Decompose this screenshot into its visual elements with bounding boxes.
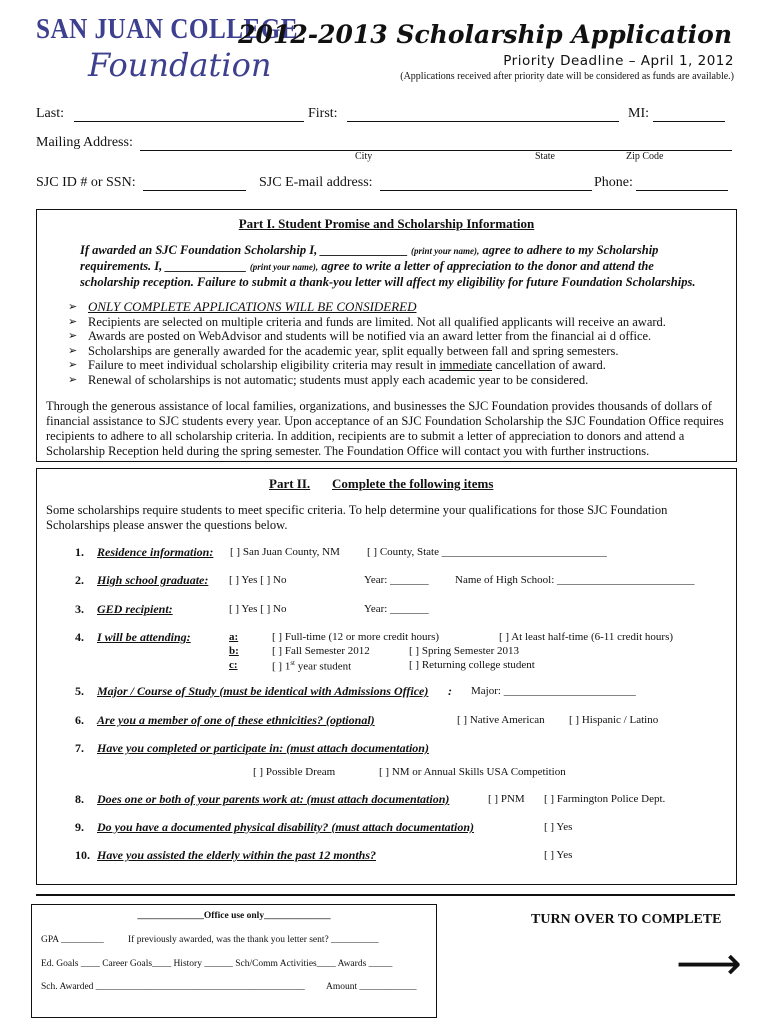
question-text: Residence information: <box>97 545 214 559</box>
promise-text: requirements. I, _____________ <box>80 259 247 273</box>
state-caption: State <box>535 151 555 162</box>
hispanic-latino-checkbox[interactable]: [ ] Hispanic / Latino <box>569 714 659 726</box>
print-name-hint: (print your name), <box>249 262 319 272</box>
deadline-note: (Applications received after priority date will be considered as funds are available.) <box>400 71 734 82</box>
promise-text: If awarded an SJC Foundation Scholarship I, ______________ <box>80 243 408 257</box>
gpa-field[interactable]: GPA _________ <box>41 935 104 945</box>
question-number: 7. <box>75 741 84 755</box>
ged-yes-no-checkbox[interactable]: [ ] Yes [ ] No <box>229 603 287 615</box>
mi-field <box>628 106 725 122</box>
question-number: 4. <box>75 630 84 644</box>
question-colon: : <box>448 684 452 698</box>
list-item <box>68 300 728 315</box>
high-school-yes-no-checkbox[interactable]: [ ] Yes [ ] No <box>229 574 287 586</box>
question-text: I will be attending: <box>97 630 191 644</box>
first-year-text: [ ] 1 <box>272 660 291 673</box>
question-number: 2. <box>75 573 84 587</box>
first-year-text: year student <box>295 660 352 673</box>
office-use-box <box>31 904 437 1018</box>
high-school-year-field[interactable]: Year: _______ <box>364 574 429 586</box>
question-text: Does one or both of your parents work at: (must attach documentation) <box>97 792 450 806</box>
fall-semester-checkbox[interactable]: [ ] Fall Semester 2012 <box>272 645 370 657</box>
question-text: Do you have a documented physical disability? (must attach documentation) <box>97 820 474 834</box>
question-text: Are you a member of one of these ethnicities? (optional) <box>97 713 375 727</box>
list-item: ➢ Renewal of scholarships is not automatic; students must apply each academic year to be considered. <box>68 373 728 388</box>
ordinal-suffix: st <box>290 659 295 667</box>
mailing-address-input[interactable] <box>140 137 732 151</box>
promise-text: agree to write a letter of appreciation to the donor and attend the <box>321 259 654 273</box>
part-2-label: Part II. <box>269 476 311 491</box>
priority-deadline: Priority Deadline – April 1, 2012 <box>503 53 734 69</box>
student-promise <box>80 243 730 290</box>
farmington-police-checkbox[interactable]: [ ] Farmington Police Dept. <box>544 793 666 805</box>
question-number: 3. <box>75 602 84 616</box>
bullet-emphasis: ONLY COMPLETE APPLICATIONS WILL BE CONSIDERED <box>88 299 417 314</box>
elderly-assist-yes-checkbox[interactable]: [ ] Yes <box>544 849 573 861</box>
mi-label: MI: <box>628 106 649 121</box>
zip-caption: Zip Code <box>626 151 664 162</box>
list-item: ➢ Recipients are selected on multiple criteria and funds are limited. Not all qualified applicants will receive an award. <box>68 315 728 330</box>
option-label-b: b: <box>229 645 239 657</box>
returning-student-checkbox[interactable]: [ ] Returning college student <box>409 659 535 671</box>
question-text: Have you completed or participate in: (must attach documentation) <box>97 741 429 755</box>
bullet-text: Failure to meet individual scholarship eligibility criteria may result in <box>88 358 440 372</box>
thank-you-letter-field[interactable]: If previously awarded, was the thank you letter sent? __________ <box>128 935 379 945</box>
promise-line-3: scholarship reception. Failure to submit a thank-you letter will affect my eligibility for future Foundation Scholarships. <box>80 275 696 289</box>
part-2-intro: Some scholarships require students to meet specific criteria. To help determine your qualifications for those SJC Foundation Scholarships please answer the questions below. <box>46 503 668 532</box>
ged-year-field[interactable]: Year: _______ <box>364 603 429 615</box>
mi-input[interactable] <box>653 108 725 122</box>
question-number: 10. <box>75 848 90 862</box>
disability-yes-checkbox[interactable]: [ ] Yes <box>544 821 573 833</box>
bullet-underlined: immediate <box>439 358 493 372</box>
question-text: Have you assisted the elderly within the past 12 months? <box>97 848 377 862</box>
first-year-checkbox[interactable] <box>272 659 351 673</box>
last-name-field <box>36 106 304 122</box>
mailing-address-field <box>36 135 732 151</box>
question-number: 8. <box>75 792 84 806</box>
promise-line-1 <box>80 243 730 259</box>
mailing-address-label: Mailing Address: <box>36 135 133 150</box>
question-text: Major / Course of Study (must be identical with Admissions Office) <box>97 684 429 698</box>
phone-field <box>594 175 728 191</box>
part-2-box <box>36 468 737 885</box>
full-time-checkbox[interactable]: [ ] Full-time (12 or more credit hours) <box>272 631 440 643</box>
question-text: High school graduate: <box>97 573 209 587</box>
print-name-hint: (print your name), <box>410 246 480 256</box>
last-name-label: Last: <box>36 106 64 121</box>
scholarship-awarded-field[interactable]: Sch. Awarded ____________________________________________ <box>41 982 305 992</box>
sjc-id-field <box>36 175 246 191</box>
logo-foundation: Foundation <box>88 46 272 84</box>
other-county-checkbox[interactable]: [ ] County, State ______________________________ <box>367 546 607 558</box>
requirements-list <box>68 300 728 387</box>
list-item: ➢ Awards are posted on WebAdvisor and students will be notified via an award letter from the financial ai d office. <box>68 329 728 344</box>
half-time-checkbox[interactable]: [ ] At least half-time (6-11 credit hours) <box>499 631 674 643</box>
part-1-box <box>36 209 737 462</box>
high-school-name-field[interactable]: Name of High School: _________________________ <box>455 574 695 586</box>
first-name-field <box>308 106 619 122</box>
question-number: 6. <box>75 713 84 727</box>
foundation-paragraph: Through the generous assistance of local families, organizations, and businesses the SJC Foundation provides thousands of dollars of financial assistance to SJC students every year. Upon acceptance of an SJC Foundation Scholarship the SJC Foundation Office requires recipients to adhere to all scholarship criteria. In addition, recipients are to submit a letter of appreciation to donors and attend a Scholarship Reception held during the spring semester. The Foundation Office will contact you with further instructions. <box>46 399 724 458</box>
part-1-title: Part I. Student Promise and Scholarship Information <box>238 216 535 231</box>
section-divider <box>36 894 735 896</box>
office-use-title: ______________Office use only______________ <box>137 911 331 921</box>
question-number: 9. <box>75 820 84 834</box>
promise-text: agree to adhere to my Scholarship <box>482 243 659 257</box>
last-name-input[interactable] <box>74 108 304 122</box>
city-caption: City <box>355 151 373 162</box>
bullet-text: cancellation of award. <box>492 358 606 372</box>
right-arrow-icon: ⟶ <box>676 936 742 990</box>
phone-input[interactable] <box>636 177 728 191</box>
logo-college-name: SAN JUAN COLLEGE <box>36 14 299 45</box>
sjc-id-label: SJC ID # or SSN: <box>36 175 136 190</box>
first-name-label: First: <box>308 106 338 121</box>
email-input[interactable] <box>380 177 592 191</box>
major-field[interactable]: Major: ________________________ <box>471 685 636 697</box>
email-field <box>259 175 592 191</box>
skills-usa-checkbox[interactable]: [ ] NM or Annual Skills USA Competition <box>379 766 566 778</box>
possible-dream-checkbox[interactable]: [ ] Possible Dream <box>253 766 336 778</box>
promise-line-2 <box>80 259 730 275</box>
question-number: 1. <box>75 545 84 559</box>
first-name-input[interactable] <box>347 108 619 122</box>
option-label-a: a: <box>229 631 239 643</box>
part-2-title: Complete the following items <box>332 476 494 491</box>
sjc-id-input[interactable] <box>143 177 246 191</box>
list-item <box>68 358 728 373</box>
spring-semester-checkbox[interactable]: [ ] Spring Semester 2013 <box>409 645 519 657</box>
email-label: SJC E-mail address: <box>259 175 373 190</box>
office-goals-fields[interactable]: Ed. Goals ____ Career Goals____ History ______ Sch/Comm Activities____ Awards _____ <box>41 959 393 969</box>
amount-field[interactable]: Amount ____________ <box>326 982 417 992</box>
turn-over-notice: TURN OVER TO COMPLETE <box>531 912 722 927</box>
question-number: 5. <box>75 684 84 698</box>
native-american-checkbox[interactable]: [ ] Native American <box>457 714 545 726</box>
phone-label: Phone: <box>594 175 633 190</box>
page-title: 2012-2013 Scholarship Application <box>238 20 732 49</box>
list-item: ➢ Scholarships are generally awarded for the academic year, split equally between fall and spring semesters. <box>68 344 728 359</box>
question-text: GED recipient: <box>97 602 173 616</box>
pnm-checkbox[interactable]: [ ] PNM <box>488 793 525 805</box>
san-juan-county-checkbox[interactable]: [ ] San Juan County, NM <box>230 546 340 558</box>
option-label-c: c: <box>229 659 238 671</box>
